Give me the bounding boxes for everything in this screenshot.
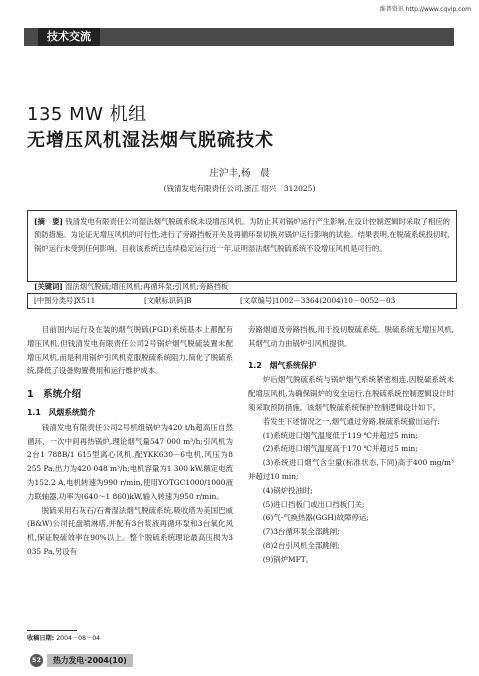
right-column <box>248 323 454 567</box>
section-heading-1: 1 系统介绍 <box>27 389 82 401</box>
abstract <box>34 215 450 255</box>
list-item: (1)系统进口烟气温度低于119 ℃并超过5 min; <box>262 430 418 440</box>
list-item: (3)系统进口烟气含尘量(标准状态,下同)高于400 mg/m³并超过10 min; <box>248 458 454 481</box>
section-label: 技术交流 <box>38 28 100 46</box>
paragraph-desulfurization: 脱硫采用石灰石/石膏湿法烟气脱硫系统,吸收塔为美国巴威(B&W)公司托盘喷淋塔,并配有3台浆液再循环泵和3台氧化风机,保证脱硫效率在90%以上。整个脱硫系统理论最高压损为3 035 Pa,另设有 <box>27 505 233 556</box>
list-item: (7)3台循环泵全部跳闸; <box>262 527 340 537</box>
paragraph-protection: 炉后烟气脱硫系统与锅炉烟气系统紧密相连,因脱硫系统未配增压风机,为确保锅炉的安全运行,在脱硫系统控制逻辑设计时须采取预防措施。该烟气脱硫系统保护控制逻辑设计如下。 <box>248 375 454 412</box>
keywords <box>34 282 228 292</box>
list-item: (5)进口挡板门或出口挡板门关; <box>262 499 365 509</box>
paragraph-conditions: 若发生下述情况之一,烟气通过旁路,脱硫系统撤出运行: <box>262 416 440 426</box>
paragraph-flue-gas: 钱清发电有限责任公司2号机组锅炉为420 t/h超高压自然循环、一次中间再热锅炉,理论烟气量547 000 m³/h;引风机为2台1 788B/1 615型离心风机,配YKK630－6电机,风压为8 255 Pa,出力为420 048 m³/h;电机容量为1 300 kW,额定电流为152.2 A,电机转速为990 r/min,使用YOTGC1000/1000液力联轴器,功率为(640～1 860)kW,输入转速为950 r/min。 <box>27 422 233 501</box>
keywords-label: [关键词] <box>34 282 63 291</box>
title-line-2: 无增压风机湿法烟气脱硫技术 <box>27 130 274 151</box>
article-number: [文章编号]1002－3364(2004)10－0052－03 <box>240 296 396 305</box>
journal-name: 热力发电·2004(10) <box>47 654 133 667</box>
condition-list <box>248 429 454 567</box>
footnote-rule <box>27 630 77 631</box>
list-item: (4)锅炉投油时; <box>262 485 313 495</box>
intro-paragraph: 目前国内运行及在装的烟气脱硫(FGD)系统基本上都配有增压风机,但钱清发电有限责任公司2号锅炉烟气脱硫装置未配增压风机,而是利用锅炉引风机克服脱硫系统阻力,简化了脱硫系统,降低了设备购置费用和运行维护成本。 <box>27 325 233 376</box>
received-label: 收稿日期: <box>27 635 55 642</box>
title-line-1: 135 MW 机组 <box>27 104 147 125</box>
received-value: 2004－08－04 <box>56 635 101 642</box>
received-date <box>27 633 100 642</box>
page-number: 52 <box>30 654 43 667</box>
authors: 庄沪丰,杨 晨 <box>209 168 270 179</box>
subsection-heading-1-1: 1.1 风烟系统简介 <box>27 407 96 417</box>
clc-code: [中图分类号]X511 <box>34 296 96 305</box>
site-watermark: 维普资讯 http://www.cqvip.com <box>379 6 471 13</box>
paragraph-continued: 旁路烟道及旁路挡板,用于投切脱硫系统。脱硫系统无增压风机,其烟气动力由锅炉引风机提供。 <box>248 325 454 348</box>
list-item: (9)锅炉MFT。 <box>262 554 314 564</box>
list-item: (6)气-气换热器(GGH)故障停运; <box>262 513 369 523</box>
affiliation: (钱清发电有限责任公司,浙江 绍兴 312025) <box>163 184 316 193</box>
list-item: (2)系统进口烟气温度高于170 ℃并超过5 min; <box>262 444 418 454</box>
subsection-heading-1-2: 1.2 烟气系统保护 <box>248 360 317 370</box>
keywords-text: 湿法烟气脱硫;增压风机;再循环泵;引风机;旁路挡板 <box>65 282 229 291</box>
page-footer <box>30 654 133 667</box>
abstract-label: [摘 要] <box>34 217 64 226</box>
left-column <box>27 323 233 559</box>
section-band <box>24 28 454 46</box>
abstract-text: 钱清发电有限责任公司湿法烟气脱硫系统未设增压风机。为防止其对锅炉运行产生影响,在设计控制逻辑时采取了相应的预防措施。为论证无增压风机的可行性,进行了旁路挡板开关及再循环泵切换对锅炉运行影响的试验。结果表明,在脱硫系统投切时,锅炉运行未受到任何影响。目前该系统已连续稳定运行近一年,证明湿法烟气脱硫系统不设增压风机是可行的。 <box>34 217 450 253</box>
classification-row <box>27 293 457 309</box>
list-item: (8)2台引风机全部跳闸; <box>262 540 340 550</box>
doc-code: [文献标识码]B <box>144 296 192 305</box>
